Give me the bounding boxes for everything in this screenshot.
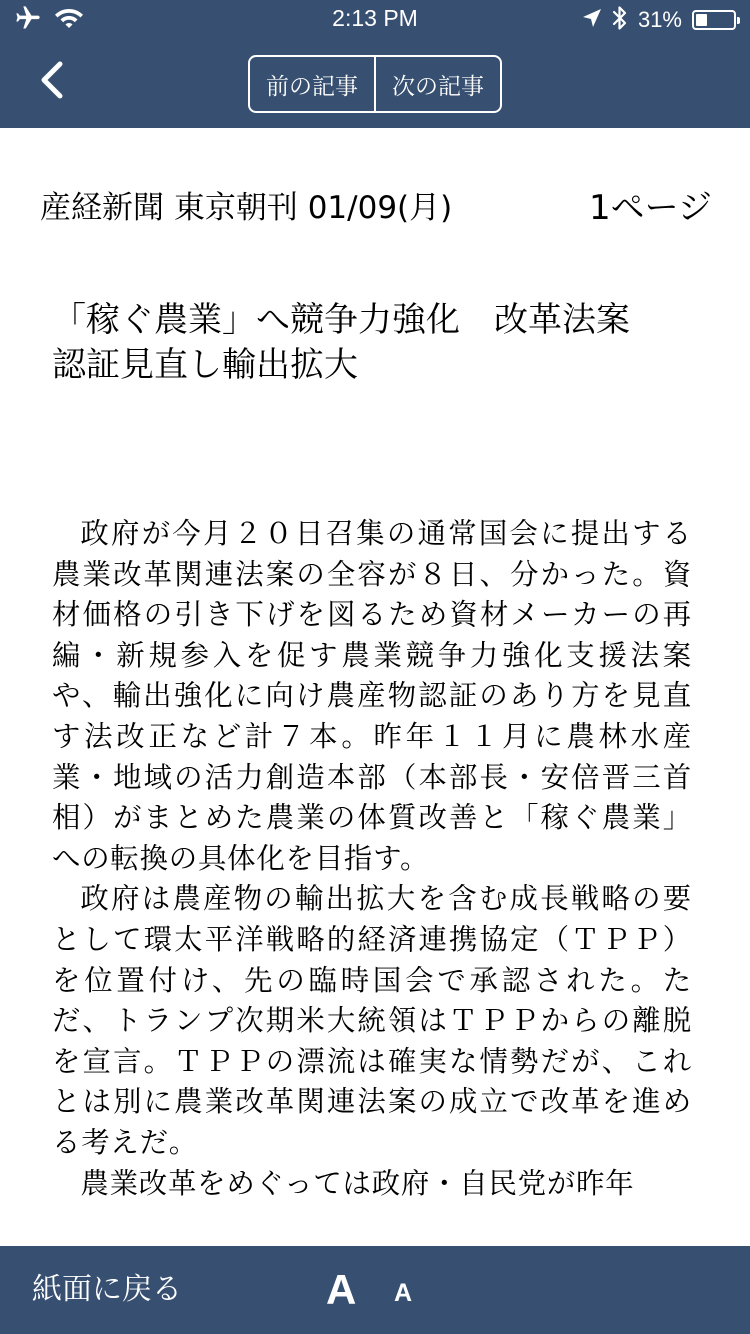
article-source: 産経新聞 東京朝刊 01/09(月) <box>40 190 453 226</box>
headline-line: 「稼ぐ農業」へ競争力強化 改革法案 <box>52 300 630 340</box>
back-button[interactable] <box>24 54 80 110</box>
article-meta <box>40 186 712 230</box>
previous-article-button[interactable]: 前の記事 <box>266 73 358 100</box>
status-bar <box>0 0 750 40</box>
bluetooth-icon <box>612 5 628 35</box>
font-size-increase-button[interactable]: A <box>326 1266 357 1313</box>
article-content[interactable] <box>0 128 750 1246</box>
article-paragraph: 農業改革をめぐっては政府・自民党が昨年 <box>80 1166 635 1200</box>
battery-level-fill <box>696 14 707 26</box>
battery-percent: 31% <box>637 7 682 32</box>
status-time: 2:13 PM <box>332 5 418 31</box>
bottom-toolbar <box>0 1246 750 1334</box>
back-to-page-button[interactable]: 紙面に戻る <box>32 1272 182 1307</box>
location-arrow-icon <box>582 8 602 32</box>
article-navigation-segment <box>248 55 502 113</box>
status-right-icons <box>582 6 736 34</box>
article-body <box>52 514 692 1204</box>
headline-line: 認証見直し輸出拡大 <box>52 345 358 385</box>
article-paragraph: 政府は農産物の輸出拡大を含む成長戦略の要として環太平洋戦略的経済連携協定（ＴＰＰ）を位置付け、先の臨時国会で承認された。ただ、トランプ次期米大統領はＴＰＰからの離脱を宣言。ＴＰＰの漂流は確実な情勢だが、これとは別に農業改革関連法案の成立で改革を進める考えだ。 <box>52 882 693 1159</box>
navigation-bar <box>0 40 750 128</box>
font-size-decrease-button[interactable]: A <box>394 1279 413 1307</box>
chevron-left-icon <box>38 60 66 104</box>
article-headline <box>52 298 722 388</box>
article-page-number: 1ページ <box>589 188 712 228</box>
article-paragraph: 政府が今月２０日召集の通常国会に提出する農業改革関連法案の全容が８日、分かった。資材価格の引き下げを図るため資材メーカーの再編・新規参入を促す農業競争力強化支援法案や、輸出強化に向け農産物認証のあり方を見直す法改正など計７本。昨年１１月に農林水産業・地域の活力創造本部（本部長・安倍晋三首相）がまとめた農業の体質改善と「稼ぐ農業」への転換の具体化を目指す。 <box>52 517 693 875</box>
next-article-button[interactable]: 次の記事 <box>374 57 500 111</box>
battery-icon <box>692 10 736 30</box>
